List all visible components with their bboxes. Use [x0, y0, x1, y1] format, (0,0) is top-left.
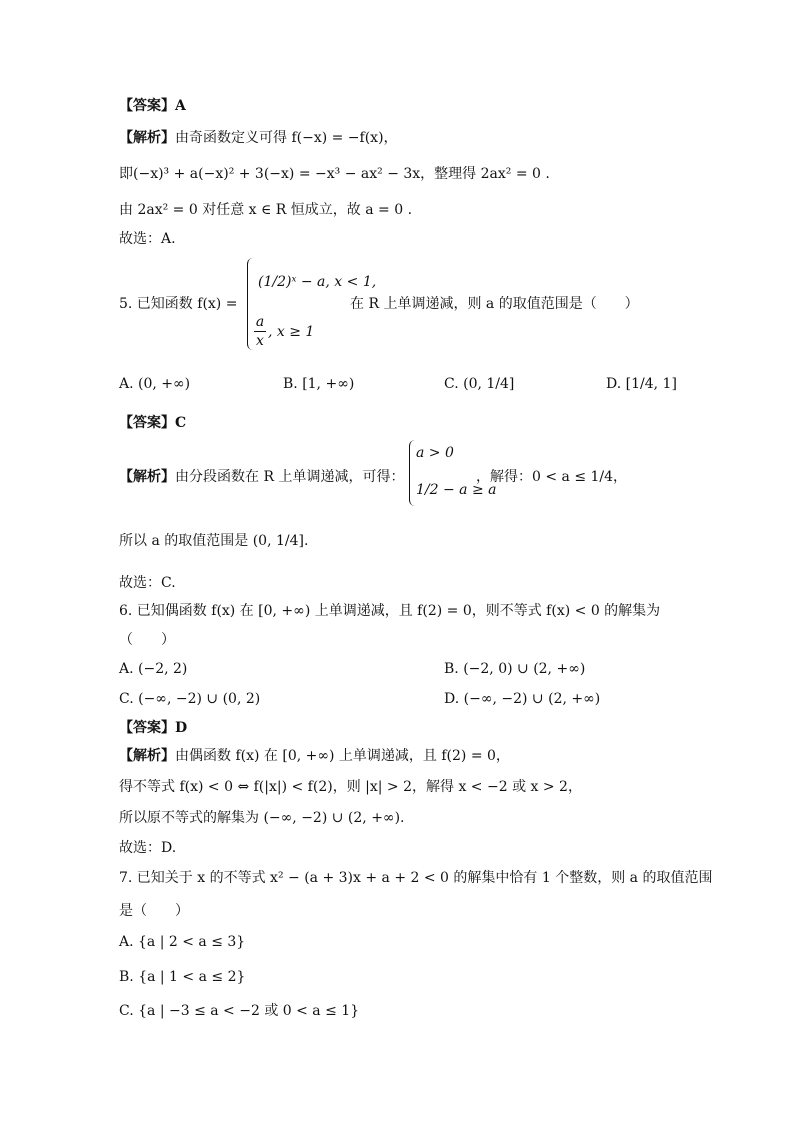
- q7-option-a: A. {a | 2 < a ≤ 3}: [119, 934, 246, 950]
- question-7-line-1: 7. 已知关于 x 的不等式 x² − (a + 3)x + a + 2 < 0 的解集中恰有 1 个整数，则 a 的取值范围: [119, 870, 713, 886]
- q7-option-c: C. {a | −3 ≤ a < −2 或 0 < a ≤ 1}: [119, 1003, 360, 1019]
- explanation-4-choice: 故选：A.: [119, 231, 176, 247]
- q5-option-b: B. [1, +∞): [283, 376, 355, 392]
- explanation-5-choice: 故选：C.: [119, 575, 176, 591]
- q7-option-b: B. {a | 1 < a ≤ 2}: [119, 969, 246, 985]
- e5-system-line-2: 1/2 − a ≥ a: [416, 482, 497, 498]
- explanation-6-choice: 故选：D.: [119, 840, 177, 856]
- question-7-line-2: 是（ ）: [119, 903, 189, 919]
- q5-option-a: A. (0, +∞): [119, 376, 191, 392]
- explanation-6-line-1: 【解析】由偶函数 f(x) 在 [0, +∞) 上单调递减，且 f(2) = 0，: [119, 748, 510, 764]
- q5-case-2-fraction: a x: [255, 314, 265, 349]
- e5-result: ，解得：0 < a ≤ 1/4，: [476, 469, 628, 485]
- q6-option-b: B. (−2, 0) ∪ (2, +∞): [444, 661, 586, 677]
- question-6-line-2: （ ）: [119, 632, 175, 648]
- q5-option-c: C. (0, 1/4]: [444, 376, 515, 392]
- e5-system-brace: [409, 440, 416, 506]
- explanation-6-line-2: 得不等式 f(x) < 0 ⇔ f(|x|) < f(2)，则 |x| > 2，解得 x < −2 或 x > 2，: [119, 779, 582, 795]
- explanation-4-line-1: 【解析】由奇函数定义可得 f(−x) = −f(x)，: [119, 130, 398, 146]
- question-5-prefix: 5. 已知函数 f(x) =: [119, 296, 238, 312]
- q6-option-a: A. (−2, 2): [119, 661, 188, 677]
- q5-case-2-tail: , x ≥ 1: [268, 324, 315, 340]
- q6-option-d: D. (−∞, −2) ∪ (2, +∞): [444, 691, 601, 707]
- q5-option-d: D. [1/4, 1]: [606, 376, 677, 392]
- answer-6: 【答案】D: [119, 720, 188, 736]
- answer-5: 【答案】C: [119, 415, 187, 431]
- explanation-6-line-3: 所以原不等式的解集为 (−∞, −2) ∪ (2, +∞).: [119, 810, 405, 826]
- q6-option-c: C. (−∞, −2) ∪ (0, 2): [119, 691, 261, 707]
- answer-4: 【答案】A: [119, 98, 186, 114]
- explanation-5-line-1: 【解析】由分段函数在 R 上单调递减，可得：: [119, 469, 405, 485]
- explanation-4-line-3: 由 2ax² = 0 对任意 x ∈ R 恒成立，故 a = 0 .: [119, 202, 413, 218]
- e5-system-line-1: a > 0: [416, 445, 454, 461]
- q5-piecewise-brace: [247, 258, 254, 350]
- q5-case-1: (1/2)ˣ − a, x < 1,: [258, 274, 377, 290]
- question-6-line-1: 6. 已知偶函数 f(x) 在 [0, +∞) 上单调递减，且 f(2) = 0，则不等式 f(x) < 0 的解集为: [119, 603, 661, 619]
- explanation-4-line-2: 即(−x)³ + a(−x)² + 3(−x) = −x³ − ax² − 3x，整理得 2ax² = 0 .: [119, 166, 550, 182]
- question-5-suffix: 在 R 上单调递减，则 a 的取值范围是（ ）: [350, 296, 639, 312]
- explanation-5-range: 所以 a 的取值范围是 (0, 1/4].: [119, 533, 309, 549]
